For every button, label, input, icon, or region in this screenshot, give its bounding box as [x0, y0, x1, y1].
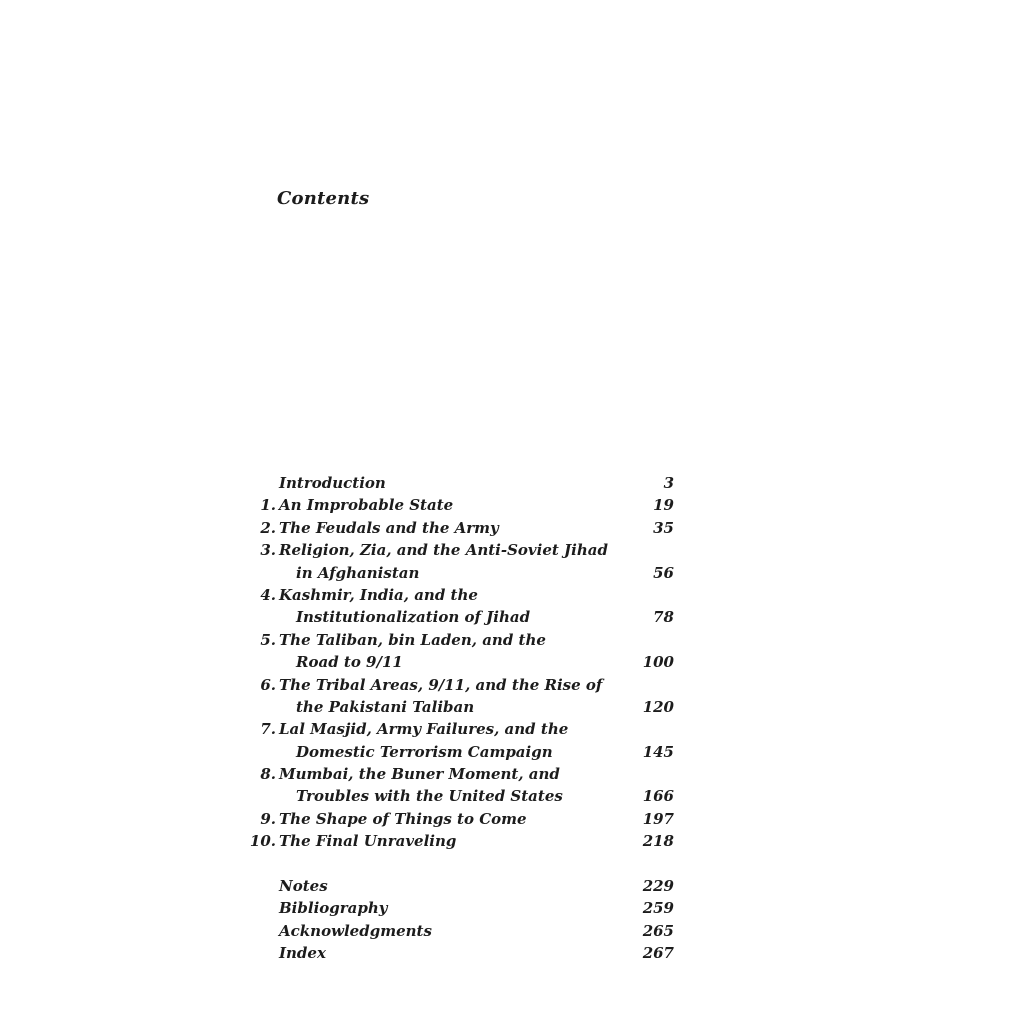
section-spacer: [240, 853, 680, 875]
chapter-number: 5.: [260, 630, 276, 649]
entry-title: Institutionalization of Jihad: [296, 608, 531, 627]
page-number: 267: [642, 944, 674, 963]
page-number: 56: [653, 563, 674, 582]
entry-title: Religion, Zia, and the Anti-Soviet Jihad: [279, 541, 608, 560]
chapter-number: 1.: [260, 496, 276, 515]
toc-entry-line: [240, 696, 680, 718]
entry-title: The Shape of Things to Come: [279, 809, 527, 828]
entry-title: in Afghanistan: [296, 563, 420, 582]
page-number: 229: [642, 877, 674, 896]
page-number: 78: [653, 608, 674, 627]
toc-entry-line: [240, 472, 680, 494]
toc-entry-line: [240, 718, 680, 740]
entry-title: Bibliography: [279, 899, 388, 918]
toc-entry-line: [240, 517, 680, 539]
entry-title: the Pakistani Taliban: [296, 697, 475, 716]
page-number: 218: [642, 832, 674, 851]
chapter-number: 10.: [249, 832, 276, 851]
toc-entry-line: [240, 741, 680, 763]
entry-title: The Tribal Areas, 9/11, and the Rise of: [279, 675, 603, 694]
chapter-number: 2.: [260, 518, 276, 537]
page-number: 3: [663, 474, 674, 492]
page-number: 19: [653, 496, 674, 515]
page-number: 145: [642, 742, 674, 761]
toc-entry-line: [240, 629, 680, 651]
table-of-contents: [240, 472, 680, 965]
entry-title: Troubles with the United States: [296, 787, 563, 806]
entry-title: The Taliban, bin Laden, and the: [279, 630, 546, 649]
page-number: 197: [642, 809, 674, 828]
toc-entry-line: [240, 606, 680, 628]
entry-title: Domestic Terrorism Campaign: [296, 742, 553, 761]
toc-entry-line: [240, 808, 680, 830]
toc-entry-line: [240, 875, 680, 897]
toc-entry-line: [240, 651, 680, 673]
entry-title: Lal Masjid, Army Failures, and the: [279, 720, 569, 739]
toc-entry-line: [240, 584, 680, 606]
entry-title: Road to 9/11: [296, 653, 403, 672]
page-number: 166: [642, 787, 674, 806]
page-number: 120: [642, 697, 674, 716]
chapter-number: 3.: [260, 541, 276, 560]
entry-title: Kashmir, India, and the: [279, 585, 478, 604]
chapter-number: 6.: [260, 675, 276, 694]
chapter-number: 7.: [260, 720, 276, 739]
chapter-number: 4.: [260, 585, 276, 604]
chapter-number: 9.: [260, 809, 276, 828]
page-number: 259: [642, 899, 674, 918]
page-title: Contents: [277, 188, 370, 209]
entry-title: Acknowledgments: [279, 921, 432, 940]
toc-entry-line: [240, 674, 680, 696]
toc-entry-line: [240, 897, 680, 919]
entry-title: Mumbai, the Buner Moment, and: [279, 765, 560, 784]
toc-entry-line: [240, 562, 680, 584]
chapter-number: 8.: [260, 765, 276, 784]
toc-entry-line: [240, 942, 680, 964]
entry-title: The Final Unraveling: [279, 832, 457, 851]
entry-title: Index: [279, 944, 326, 963]
entry-title: An Improbable State: [279, 496, 454, 515]
toc-entry-line: [240, 785, 680, 807]
toc-entry-line: [240, 763, 680, 785]
toc-entry-line: [240, 539, 680, 561]
toc-entry-line: [240, 830, 680, 852]
page-number: 100: [642, 653, 674, 672]
entry-title: Introduction: [279, 474, 386, 492]
entry-title: The Feudals and the Army: [279, 518, 499, 537]
page-number: 265: [642, 921, 674, 940]
entry-title: Notes: [279, 877, 328, 896]
page-number: 35: [653, 518, 674, 537]
toc-entry-line: [240, 920, 680, 942]
toc-entry-line: [240, 494, 680, 516]
